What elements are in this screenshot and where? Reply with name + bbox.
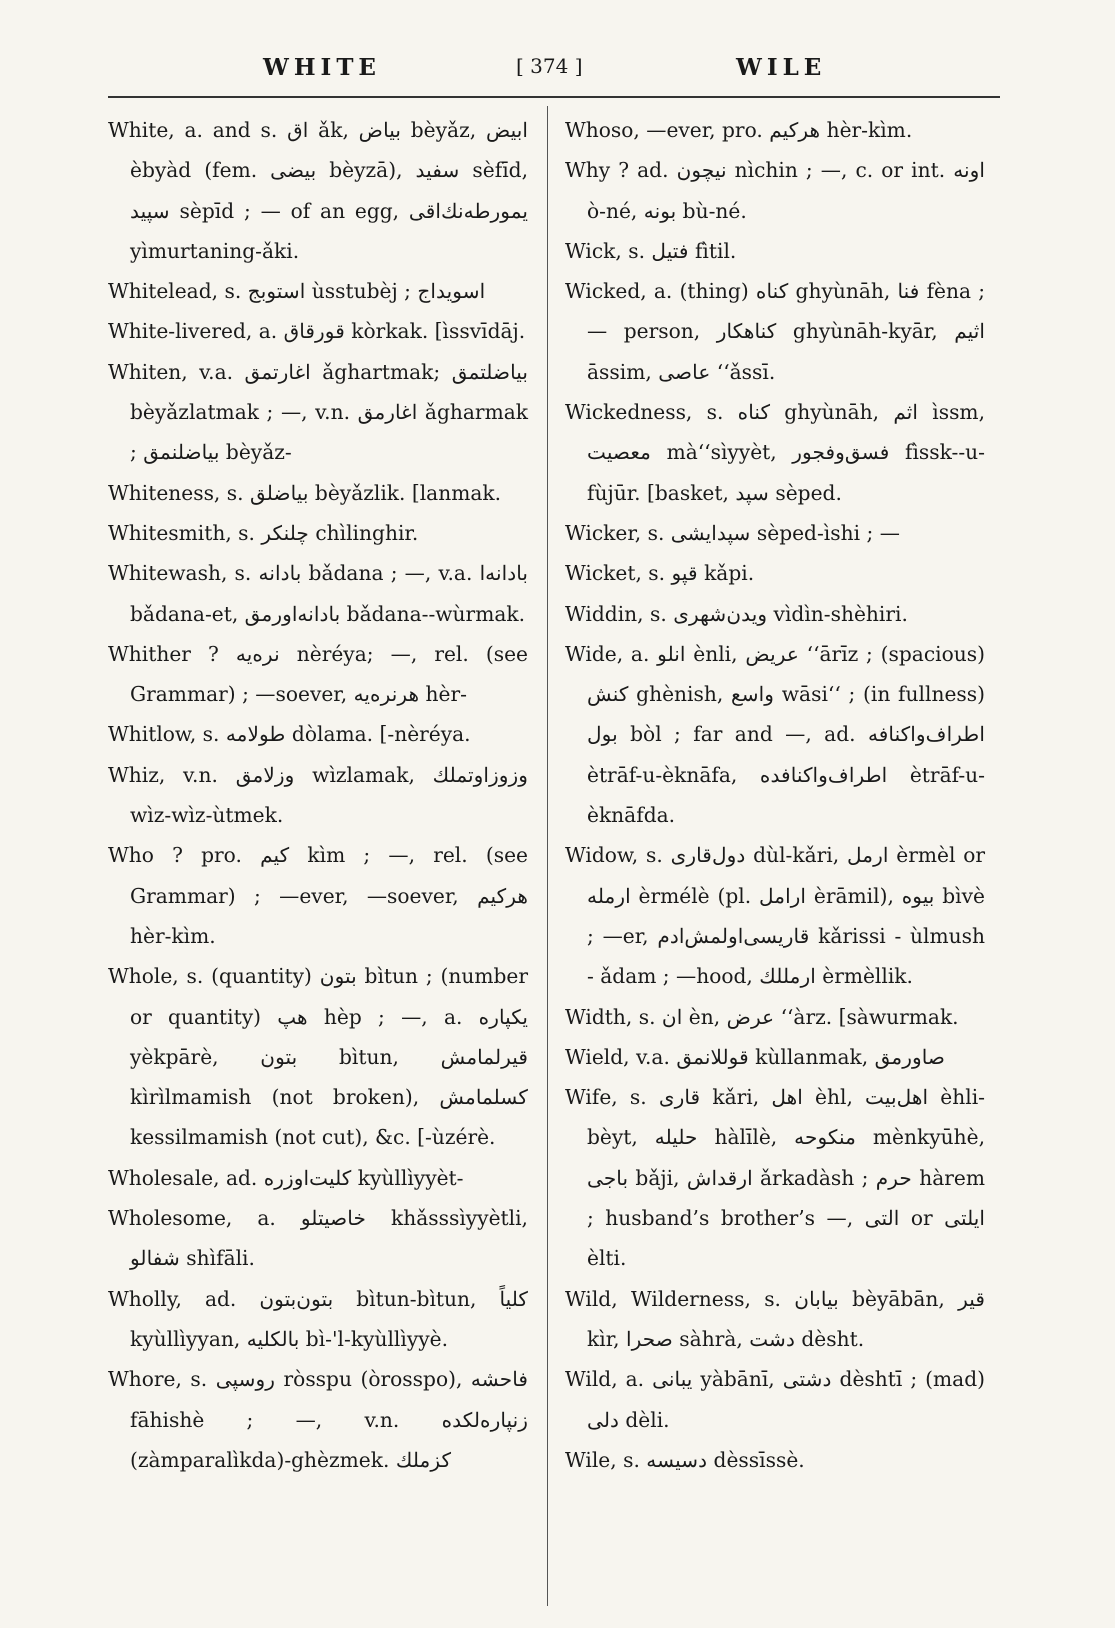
- entry-wicker: Wicker, s. سپدايشى sèped-ìshi ; —: [565, 520, 900, 545]
- entry-white-livered: White-livered, a. قورقاق kòrkak. [ìssvīdāj.: [108, 319, 526, 344]
- entry-why: Why ? ad. نيچون nìchin ; —, c. or int. اونه ò-né, بونه bù-né.: [565, 158, 985, 223]
- entry-whitelead: Whitelead, s. استوبج ùsstubèj ; اسويداج: [108, 279, 486, 304]
- entry-whitesmith: Whitesmith, s. چلنكر chìlinghir.: [108, 520, 419, 545]
- entry-wide: Wide, a. انلو ènli, عريض ‘‘ārīz ; (spacious) كنش ghènish, واسع wāsi‘‘ ; (in fullness) بول bòl ; far and —, ad. اطراف‌واكنافه ètrāf-u-èknāfa, اطراف‌واكنافده ètrāf-u-èknāfda.: [565, 641, 985, 828]
- entry-wife: Wife, s. قارى kǎri, اهل èhl, اهل‌بيت èhli-bèyt, حليله hàlīlè, منكوحه mènkyūhè, باجى bǎji, ارقداش ǎrkadàsh ; حرم hàrem ; husband’s brother’s —, التى or ايلتى èlti.: [565, 1085, 986, 1271]
- entry-widdin: Widdin, s. ويدن‌شهرى vìdìn-shèhiri.: [565, 601, 908, 626]
- entry-whitlow: Whitlow, s. طولامه dòlama. [-nèréya.: [108, 722, 471, 747]
- entry-wild-adj: Wild, a. يبانى yàbānī, دشتى dèshtī ; (mad) دلى dèli.: [565, 1367, 985, 1432]
- page-number: [ 374 ]: [516, 54, 583, 78]
- entry-whither: Whither ? نره‌يه nèréya; —, rel. (see Grammar) ; —soever, هرنره‌يه hèr-: [108, 641, 528, 707]
- right-column: [565, 110, 985, 1480]
- entry-wicked: Wicked, a. (thing) كناه ghyùnāh, فنا fèna ; — person, كناهكار ghyùnāh-kyār, اثيم āssim, عاصى ‘‘ǎssī.: [565, 279, 985, 384]
- entry-wile: Wile, s. دسيسه dèssīssè.: [565, 1447, 805, 1472]
- entry-width: Width, s. ان èn, عرض ‘‘àrz. [sàwurmak.: [565, 1004, 959, 1029]
- header-rule: [108, 96, 1000, 98]
- entry-whitewash: Whitewash, s. بادانه bǎdana ; —, v.a. بادانه‌ا bǎdana-et, بادانه‌اورمق bǎdana--wùrmak.: [108, 561, 528, 626]
- entry-whiteness: Whiteness, s. بياضلق bèyǎzlik. [lanmak.: [108, 480, 502, 505]
- entry-whiten: Whiten, v.a. اغارتمق ǎghartmak; بياضلتمق bèyǎzlatmak ; —, v.n. اغارمق ǎgharmak ; بياضلنمق bèyǎz-: [108, 359, 528, 465]
- page-header: [108, 48, 1000, 88]
- entry-wholly: Wholly, ad. بتون‌بتون bìtun-bìtun, كلياً kyùllìyyan, بالكليه bì-'l-kyùllìyyè.: [108, 1286, 528, 1351]
- entry-whore: Whore, s. روسپى ròsspu (òrosspo), فاحشه fāhishè ; —, v.n. زنپاره‌لكده (zàmparalìkda)-ghèzmek. كزملك: [108, 1367, 529, 1472]
- entry-white: White, a. and s. اق ǎk, بياض bèyǎz, ابيض èbyàd (fem. بيضى bèyzā), سفيد sèfīd, سپيد sèpīd ; — of an egg, يمورطه‌نك‌اقى yìmurtaning-ǎki.: [108, 118, 528, 263]
- entry-whoso: Whoso, —ever, pro. هركيم hèr-kìm.: [565, 118, 913, 142]
- entry-wicket: Wicket, s. قپو kǎpi.: [565, 561, 755, 586]
- entry-wickedness: Wickedness, s. كناه ghyùnāh, اثم ìssm, معصيت mà‘‘sìyyèt, فسق‌وفجور fìssk--u-fùjūr. [basket, سپد sèped.: [565, 400, 985, 505]
- right-guide-word: WILE: [736, 54, 827, 81]
- entry-whiz: Whiz, v.n. وزلامق wìzlamak, وزوزاوتملك wìz-wìz-ùtmek.: [108, 762, 528, 828]
- entry-wholesale: Wholesale, ad. كليت‌اوزره kyùllìyyèt-: [108, 1165, 464, 1190]
- entry-wild-wilderness: Wild, Wilderness, s. بيابان bèyābān, قير kìr, صحرا sàhrà, دشت dèsht.: [565, 1286, 985, 1351]
- entry-widow: Widow, s. دول‌قارى dùl-kǎri, ارمل èrmèl or ارمله èrmélè (pl. ارامل èrāmil), بيوه bìvè ; —er, قاريسى‌اولمش‌ادم kǎrissi - ùlmush - ǎdam ; —hood, ارمللك èrmèllik.: [565, 843, 986, 989]
- entry-who: Who ? pro. كيم kìm ; —, rel. (see Grammar) ; —ever, —soever, هركيم hèr-kìm.: [108, 843, 528, 948]
- left-column: [108, 110, 528, 1480]
- left-guide-word: WHITE: [263, 54, 381, 81]
- entry-whole: Whole, s. (quantity) بتون bìtun ; (number or quantity) هپ hèp ; —, a. يكپاره yèkpārè, بتون bìtun, قيرلمامش kìrìlmamish (not broken), كسلمامش kessilmamish (not cut), &c. [-ùzérè.: [108, 964, 528, 1150]
- entry-wick: Wick, s. فتيل fìtil.: [565, 238, 737, 263]
- entry-wholesome: Wholesome, a. خاصيتلو khǎsssìyyètli, شفالو shìfāli.: [108, 1206, 528, 1271]
- column-divider: [547, 106, 548, 1606]
- entry-wield: Wield, v.a. قوللانمق kùllanmak, صاورمق: [565, 1044, 946, 1069]
